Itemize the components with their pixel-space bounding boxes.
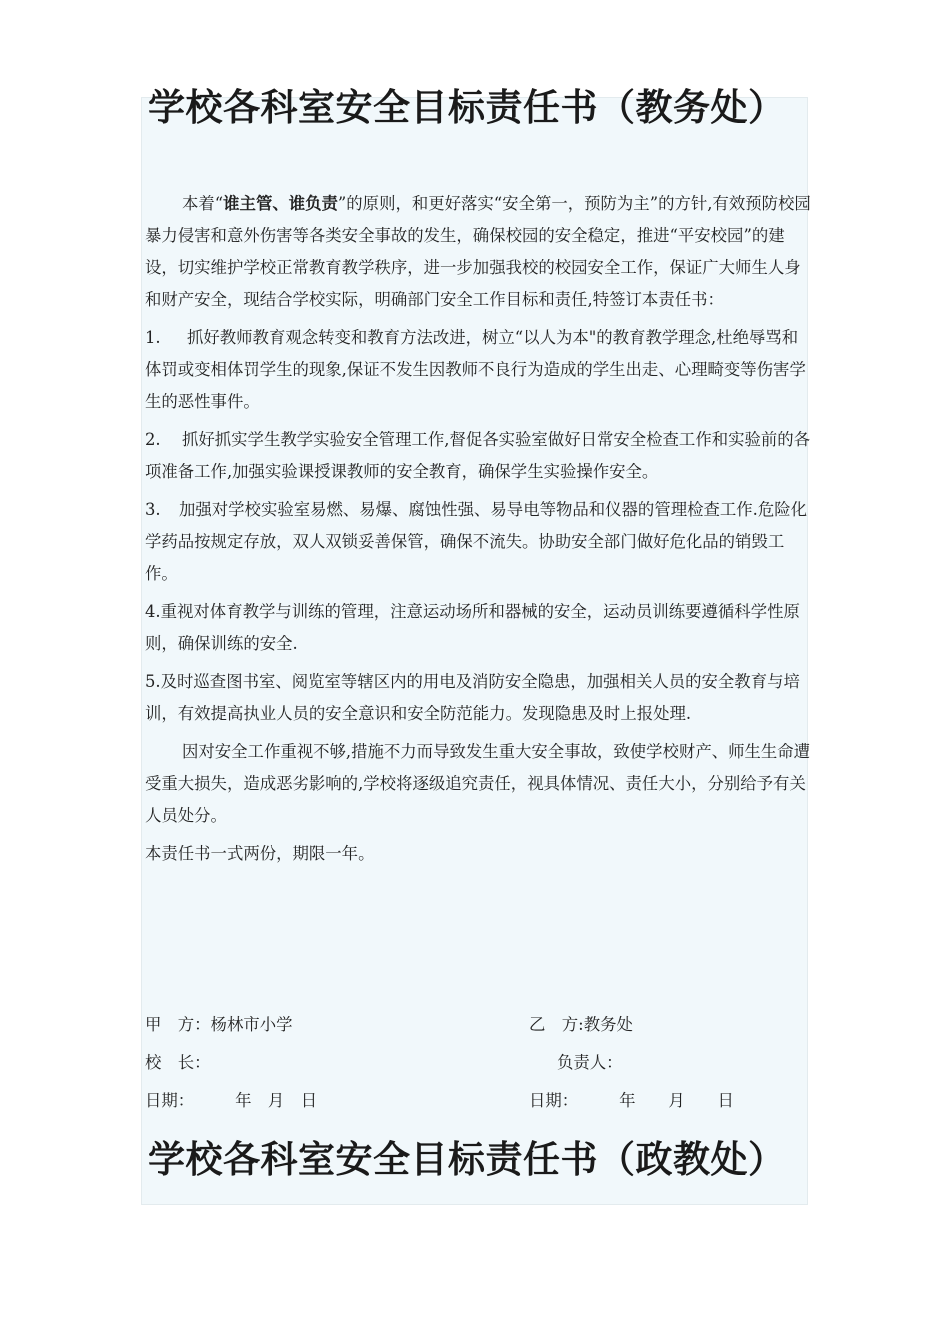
next-document-title: 学校各科室安全目标责任书（政教处）: [148, 1137, 786, 1181]
list-item-text: 加强对学校实验室易燃、易爆、腐蚀性强、易导电等物品和仪器的管理检查工作.危险化学药品按规定存放，双人双锁妥善保管，确保不流失。协助安全部门做好危化品的销毁工作。: [145, 500, 808, 583]
intro-bold-phrase: 谁主管、谁负责: [223, 194, 338, 213]
list-item: [145, 322, 813, 418]
party-b-date: 日期： 年 月 日: [529, 1091, 734, 1110]
party-b-label: 乙 方:教务处: [529, 1015, 633, 1034]
closing-paragraph: 因对安全工作重视不够,措施不力而导致发生重大安全事故，致使学校财产、师生生命遭受重大损失，造成恶劣影响的,学校将逐级追究责任，视具体情况、责任大小，分别给予有关人员处分。: [145, 742, 811, 825]
list-item-number: 4.: [145, 602, 161, 621]
list-item: [145, 494, 813, 590]
list-item-number: 2.: [145, 430, 161, 449]
principal-label: 校 长：: [145, 1053, 211, 1072]
party-a-label: 甲 方：杨林市小学: [145, 1015, 293, 1034]
list-item-text: 及时巡查图书室、阅览室等辖区内的用电及消防安全隐患，加强相关人员的安全教育与培训，有效提高执业人员的安全意识和安全防范能力。发现隐患及时上报处理.: [145, 672, 800, 723]
list-item: [145, 424, 813, 488]
responsible-person-label: 负责人：: [557, 1053, 623, 1072]
document-title: 学校各科室安全目标责任书（教务处）: [148, 85, 786, 129]
term-statement: 本责任书一式两份，期限一年。: [145, 844, 375, 863]
list-item-text: 抓好抓实学生教学实验安全管理工作,督促各实验室做好日常安全检查工作和实验前的各项准备工作,加强实验课授课教师的安全教育，确保学生实验操作安全。: [145, 430, 811, 481]
document-body: [145, 188, 813, 876]
list-item: [145, 596, 813, 660]
intro-prefix: 本着“: [182, 194, 224, 213]
intro-paragraph: [145, 188, 813, 316]
list-item-number: 3.: [145, 500, 161, 519]
list-item-text: 重视对体育教学与训练的管理，注意运动场所和器械的安全，运动员训练要遵循科学性原则，确保训练的安全.: [145, 602, 800, 653]
intro-suffix: ”的原则，和更好落实“安全第一，预防为主”的方针,有效预防校园暴力侵害和意外伤害等各类安全事故的发生，确保校园的安全稳定，推进“平安校园”的建设，切实维护学校正常教育教学秩序，进一步加强我校的校园安全工作，保证广大师生人身和财产安全，现结合学校实际，明确部门安全工作目标和责任,特签订本责任书：: [145, 194, 811, 309]
list-item-number: 1.: [145, 328, 161, 347]
party-a-date: 日期： 年 月 日: [145, 1091, 318, 1110]
list-item: [145, 666, 813, 730]
list-item-number: 5.: [145, 672, 161, 691]
list-item-text: 抓好教师教育观念转变和教育方法改进，树立“以人为本"的教育教学理念,杜绝辱骂和体罚或变相体罚学生的现象,保证不发生因教师不良行为造成的学生出走、心理畸变等伤害学生的恶性事件。: [145, 328, 806, 411]
